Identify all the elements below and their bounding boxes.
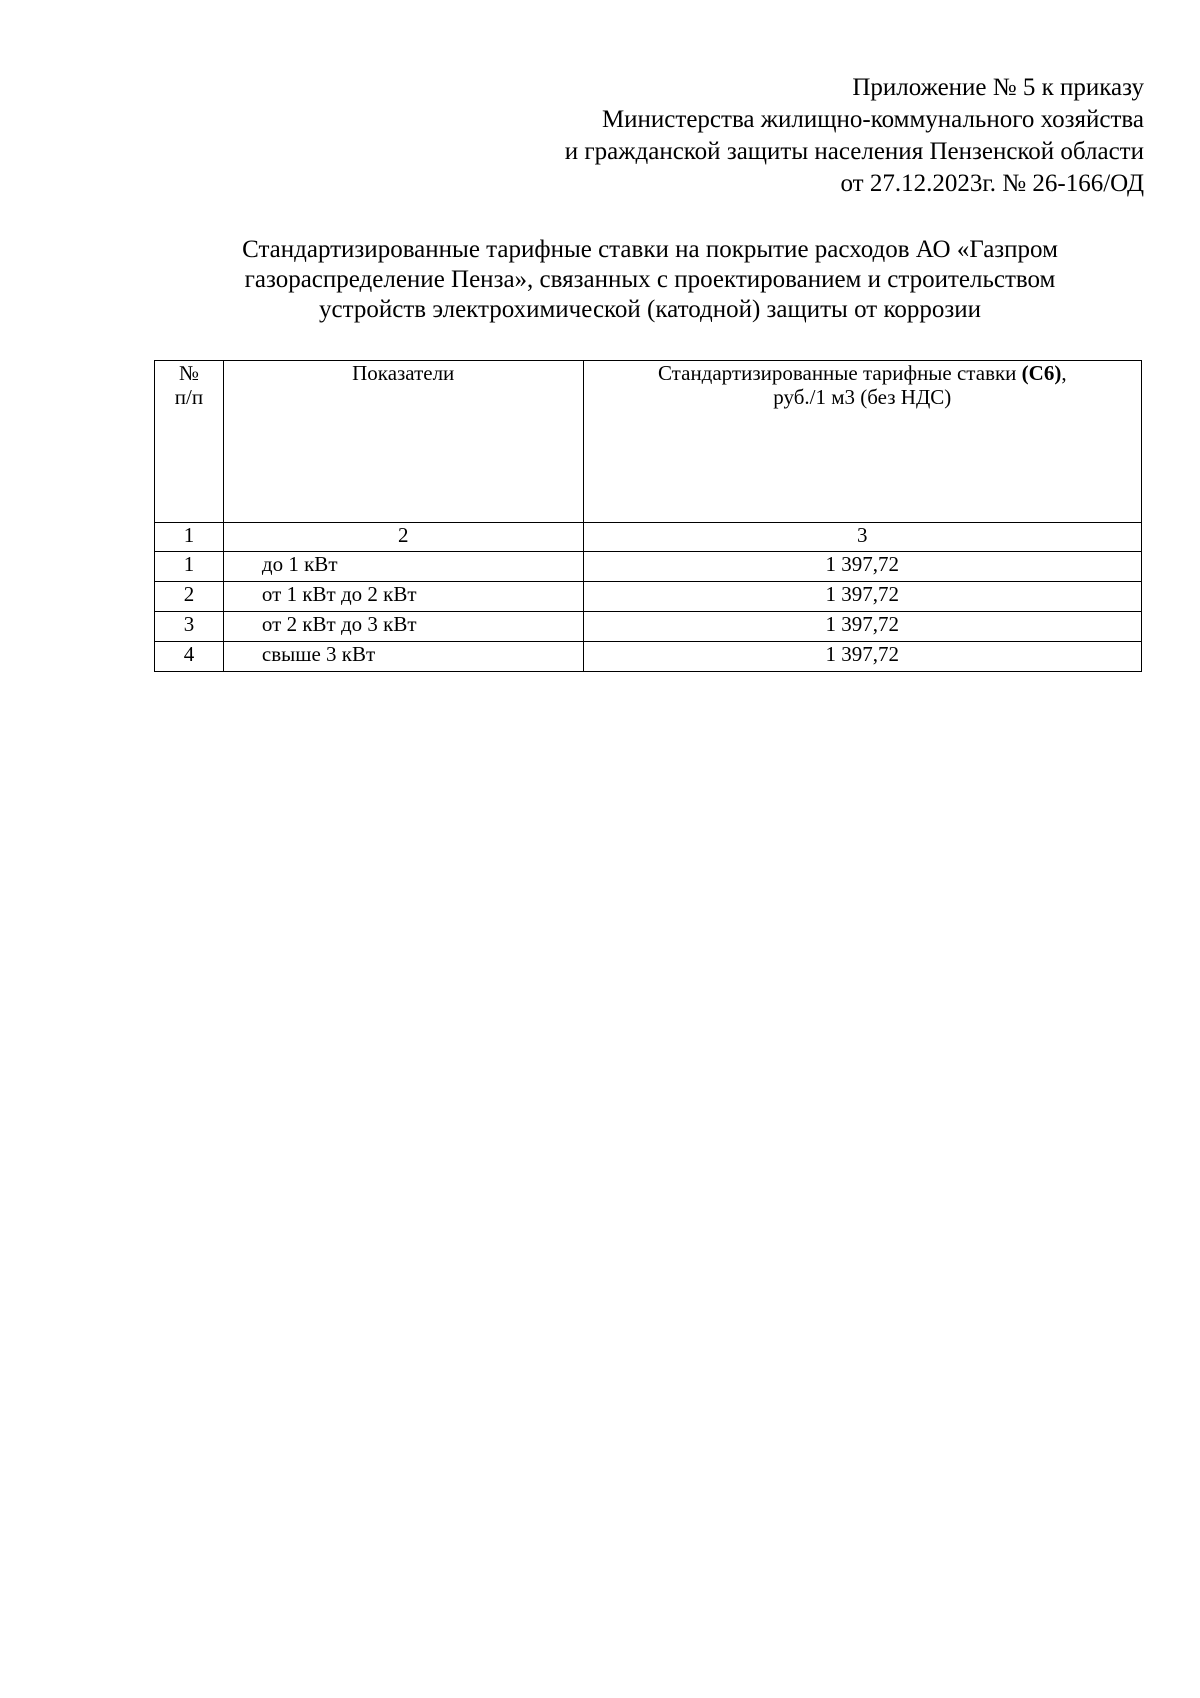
header-cell-indicators [223, 361, 583, 523]
row-indicator: свыше 3 кВт [223, 642, 583, 672]
header-rate-code: (С6) [1021, 361, 1062, 385]
table-header-row [155, 361, 1142, 523]
header-number-label: п/п [174, 385, 204, 409]
row-indicator: до 1 кВт [223, 552, 583, 582]
column-number-cell: 3 [583, 523, 1141, 552]
appendix-header [565, 72, 1144, 200]
tariff-table [154, 360, 1142, 672]
row-value: 1 397,72 [583, 582, 1141, 612]
table-row [155, 552, 1142, 582]
title-line: Стандартизированные тарифные ставки на покрытие расходов АО «Газпром [242, 236, 1058, 263]
table-row [155, 582, 1142, 612]
title-line: газораспределение Пенза», связанных с проектированием и строительством [244, 266, 1056, 293]
header-line: от 27.12.2023г. № 26-166/ОД [840, 170, 1144, 197]
header-line: Министерства жилищно-коммунального хозяйства [601, 106, 1144, 133]
column-number-cell: 2 [223, 523, 583, 552]
column-number-cell: 1 [155, 523, 224, 552]
header-rate-label [584, 361, 1141, 385]
header-indicators-label: Показатели [352, 361, 455, 385]
document-title [0, 235, 1200, 325]
row-number: 1 [155, 552, 224, 582]
row-value: 1 397,72 [583, 552, 1141, 582]
table-row [155, 612, 1142, 642]
header-rate-text: Стандартизированные тарифные ставки [657, 361, 1022, 385]
row-number: 3 [155, 612, 224, 642]
header-cell-rate [583, 361, 1141, 523]
row-number: 4 [155, 642, 224, 672]
row-number: 2 [155, 582, 224, 612]
row-indicator: от 2 кВт до 3 кВт [223, 612, 583, 642]
header-number-label: № [178, 361, 199, 385]
row-value: 1 397,72 [583, 642, 1141, 672]
column-number-row [155, 523, 1142, 552]
row-value: 1 397,72 [583, 612, 1141, 642]
header-line: и гражданской защиты населения Пензенской области [564, 138, 1144, 165]
title-line: устройств электрохимической (катодной) защиты от коррозии [319, 296, 981, 323]
header-rate-unit: руб./1 м3 (без НДС) [773, 385, 952, 409]
header-cell-number [155, 361, 224, 523]
header-rate-comma: , [1061, 361, 1067, 385]
table-row [155, 642, 1142, 672]
row-indicator: от 1 кВт до 2 кВт [223, 582, 583, 612]
header-line: Приложение № 5 к приказу [852, 74, 1144, 101]
